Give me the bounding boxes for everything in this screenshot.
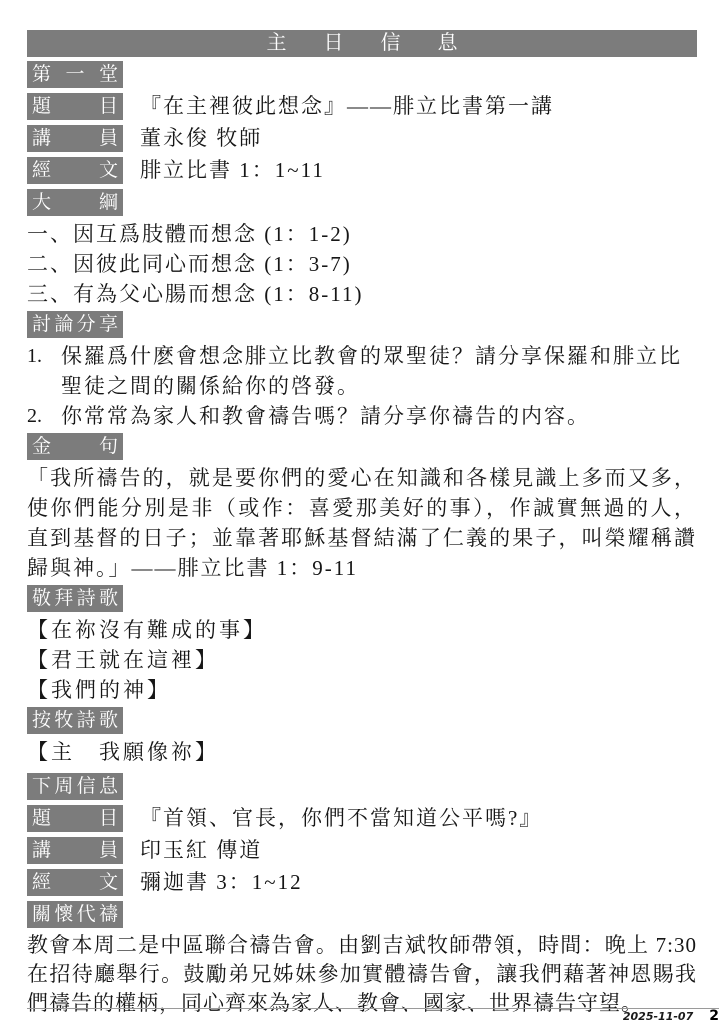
topic-value: 『在主裡彼此想念』——腓立比書第一講 [140, 94, 554, 118]
speaker-label: 講 員 [27, 837, 123, 864]
scripture-row [27, 157, 697, 184]
song-title: 【我們的神】 [27, 678, 171, 702]
footer-date: 2025-11-07 [622, 1010, 694, 1023]
outline-item: 二、因彼此同心而想念 (1：3-7) [27, 252, 352, 276]
outline-list [27, 219, 697, 309]
topic-label: 題 目 [27, 93, 123, 120]
section-label-next-week: 下 周 信 息 [27, 773, 123, 800]
speaker-value: 董永俊 牧師 [140, 126, 263, 150]
scripture-label: 經 文 [27, 869, 123, 896]
outline-item: 一、因互爲肢體而想念 (1：1-2) [27, 222, 352, 246]
speaker-row [27, 125, 697, 152]
discussion-item [27, 401, 697, 431]
speaker-value: 印玉紅 傳道 [140, 838, 263, 862]
section-label-discussion: 討 論 分 享 [27, 311, 123, 338]
discussion-list [27, 341, 697, 431]
section-label-outline: 大 綱 [27, 189, 123, 216]
topic-row [27, 93, 697, 120]
section-label-golden-verse: 金 句 [27, 433, 123, 460]
section-label-care-prayer: 關 懷 代 禱 [27, 901, 123, 928]
page-footer [27, 1008, 719, 1024]
item-text: 保羅爲什麽會想念腓立比教會的眾聖徒？請分享保羅和腓立比聖徒之間的關係給你的啓發。 [61, 344, 682, 398]
worship-song-list [27, 615, 697, 705]
scripture-value: 彌迦書 3：1~12 [140, 870, 303, 894]
discussion-item [27, 341, 697, 401]
section-label-worship-songs: 敬 拜 詩 歌 [27, 585, 123, 612]
golden-verse-text: 「我所禱告的，就是要你們的愛心在知識和各樣見識上多而又多，使你們能分別是非（或作：喜愛那美好的事），作誠實無過的人，直到基督的日子；並靠著耶穌基督結滿了仁義的果子，叫榮耀稱讚歸與神。」——腓立比書 1：9-11 [27, 466, 697, 580]
song-title: 【君王就在這裡】 [27, 648, 219, 672]
song-title: 【在祢沒有難成的事】 [27, 618, 267, 642]
next-week-scripture-row [27, 869, 697, 896]
item-number: 2. [27, 405, 42, 427]
next-week-speaker-row [27, 837, 697, 864]
outline-item: 三、有為父心腸而想念 (1：8-11) [27, 282, 364, 306]
section-label-ordination-songs: 按 牧 詩 歌 [27, 707, 123, 734]
page-title: 主 日 信 息 [27, 30, 697, 57]
section-label-first-service: 第 一 堂 [27, 61, 123, 88]
ordination-song-list [27, 737, 697, 767]
item-text: 你常常為家人和教會禱告嗎？請分享你禱告的内容。 [61, 404, 590, 428]
scripture-label: 經 文 [27, 157, 123, 184]
next-week-topic-row [27, 805, 697, 832]
speaker-label: 講 員 [27, 125, 123, 152]
topic-label: 題 目 [27, 805, 123, 832]
item-number: 1. [27, 345, 42, 367]
scripture-value: 腓立比書 1：1~11 [140, 158, 325, 182]
topic-value: 『首領、官長，你們不當知道公平嗎?』 [140, 806, 543, 830]
footer-page-number: 2 [709, 1008, 719, 1024]
song-title: 【主 我願像祢】 [27, 740, 219, 764]
care-prayer-text: 教會本周二是中區聯合禱告會。由劉吉斌牧師帶領，時間：晚上 7:30 在招待廳舉行。鼓勵弟兄姊妹參加實體禱告會，讓我們藉著神恩賜我們禱告的權柄，同心齊來為家人、教會、國家、世界禱告守望。 [27, 933, 697, 1015]
